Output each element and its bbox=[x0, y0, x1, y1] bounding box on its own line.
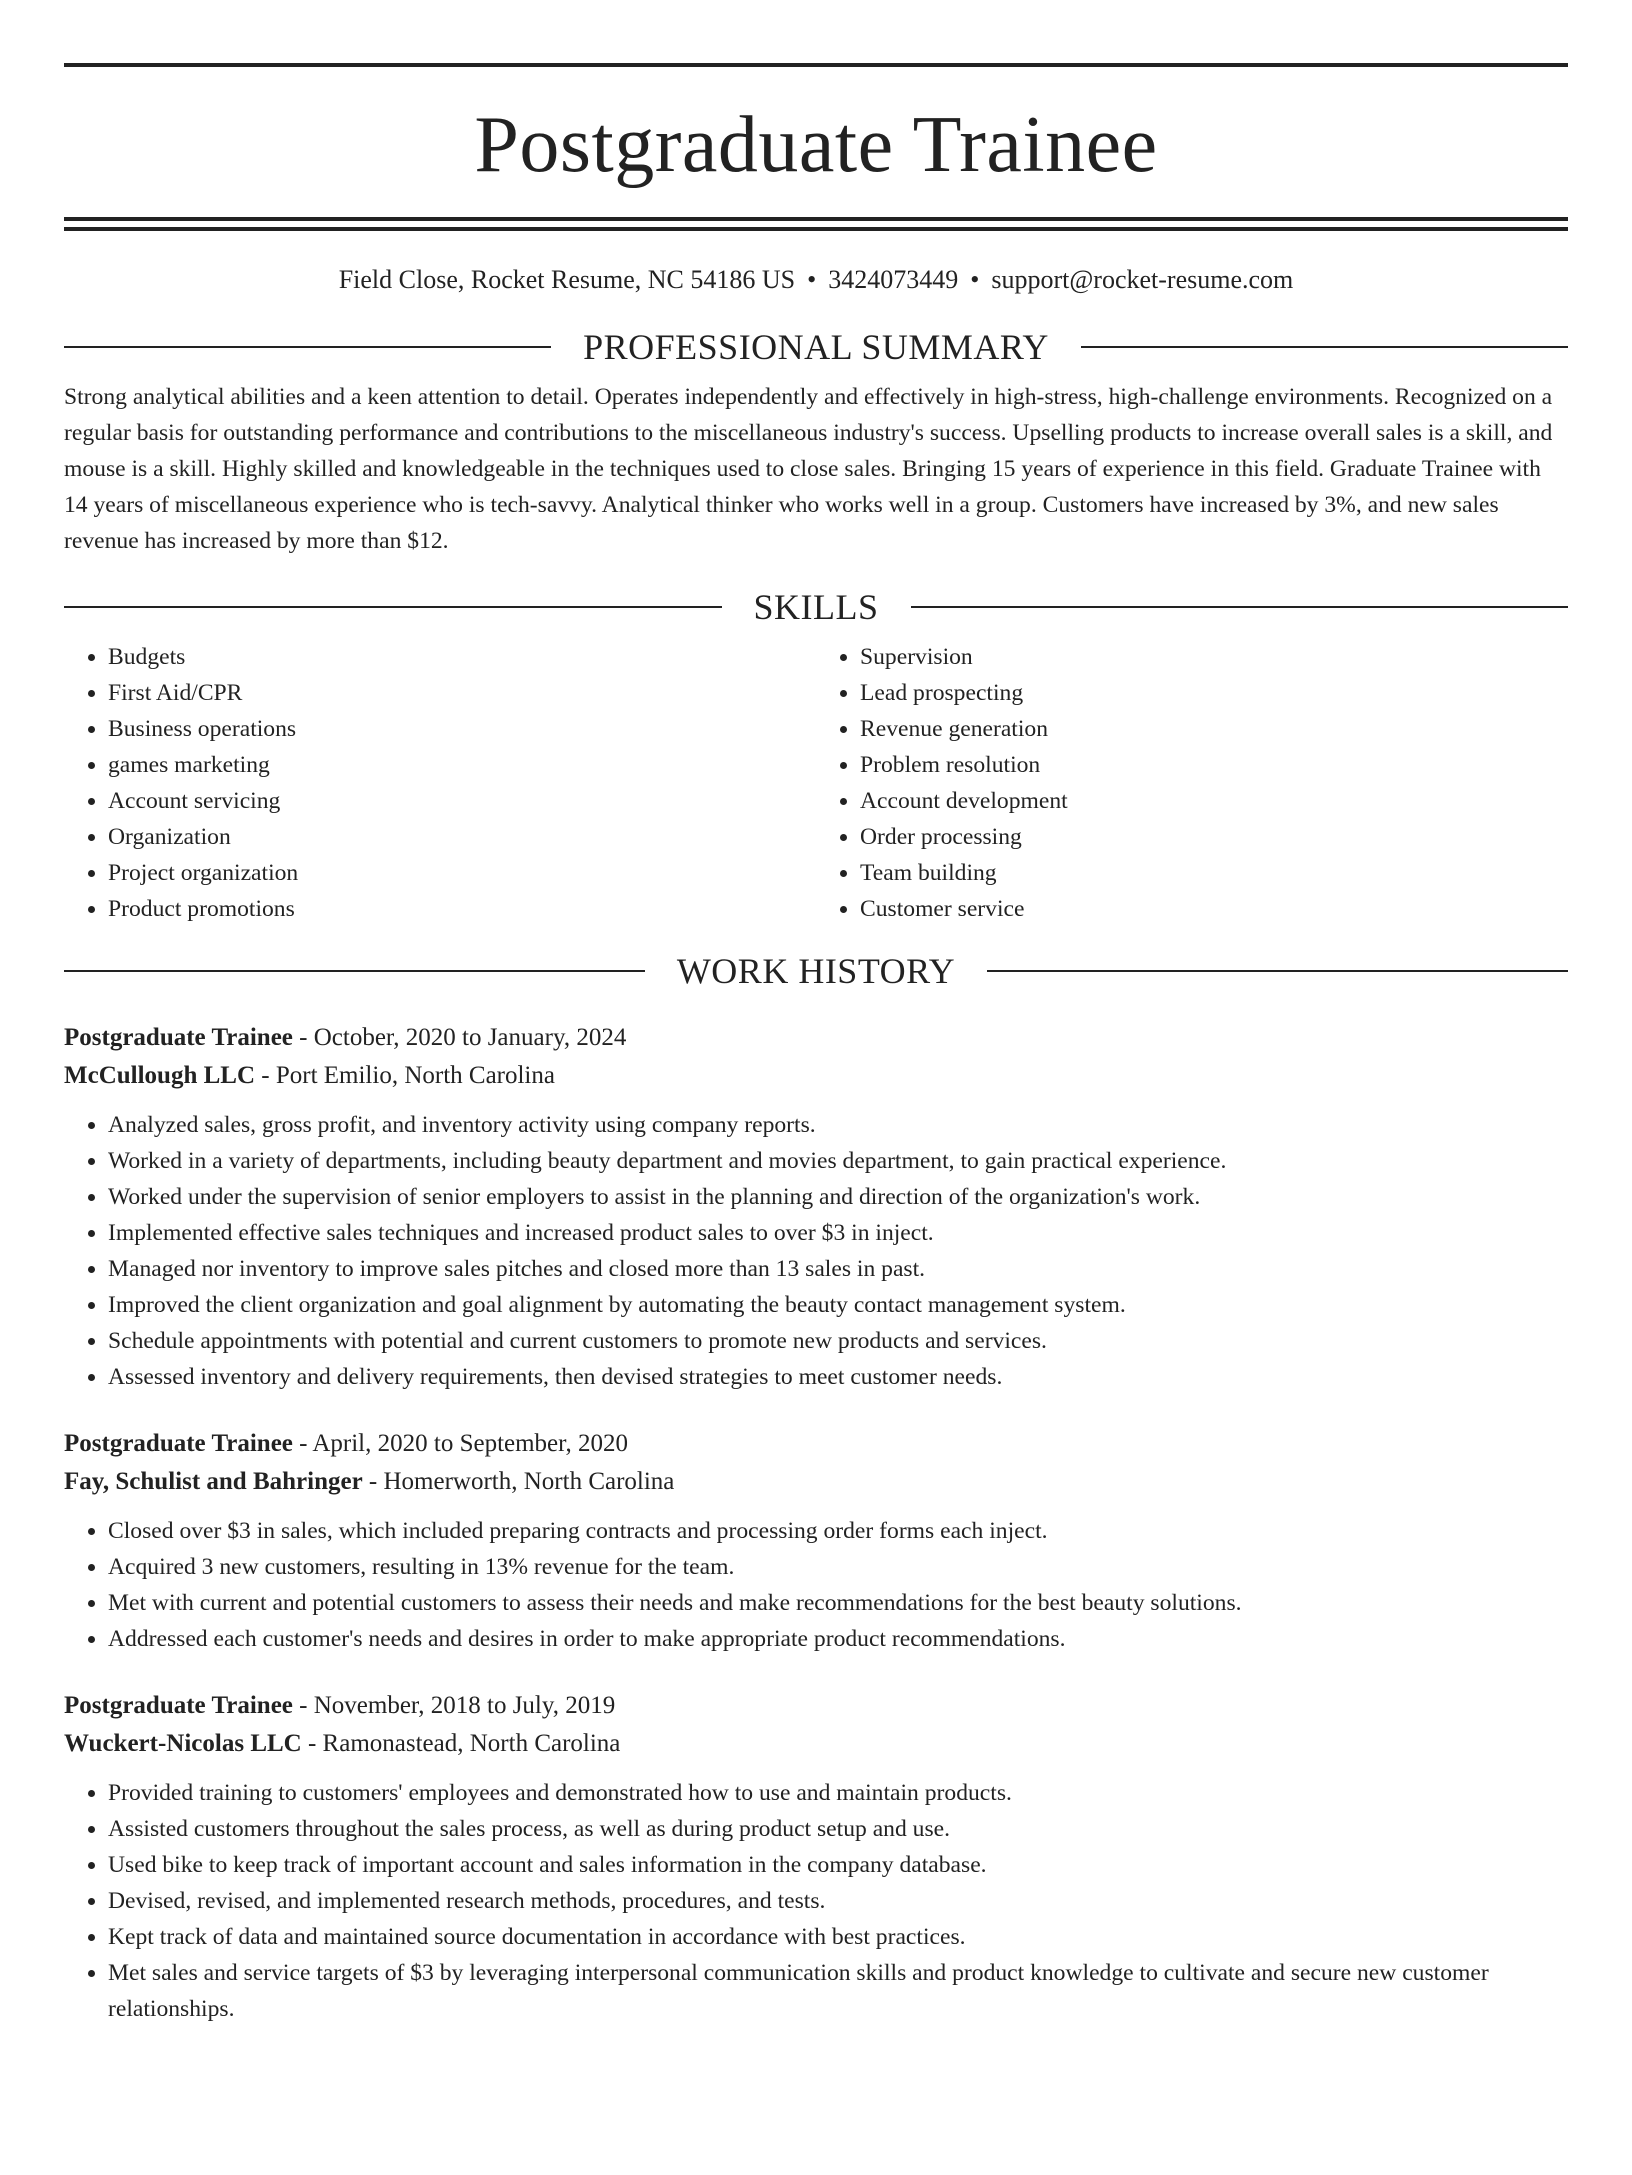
contact-address: Field Close, Rocket Resume, NC 54186 US bbox=[338, 265, 796, 294]
job-bullet: • Closed over $3 in sales, which included preparing contracts and processing order forms each inject. bbox=[108, 1513, 1568, 1549]
contact-line bbox=[64, 263, 1568, 297]
job-title-line bbox=[64, 1687, 1568, 1725]
job-bullet: • Used bike to keep track of important account and sales information in the company database. bbox=[108, 1847, 1568, 1883]
job-bullet: • Acquired 3 new customers, resulting in 13% revenue for the team. bbox=[108, 1549, 1568, 1585]
heading-rule-right bbox=[1081, 346, 1568, 348]
work-history-heading-label: WORK HISTORY bbox=[676, 951, 956, 991]
contact-separator: • bbox=[970, 265, 980, 294]
heading-rule-left bbox=[64, 970, 645, 972]
job-bullet: • Devised, revised, and implemented research methods, procedures, and tests. bbox=[108, 1883, 1568, 1919]
skill-item: • Order processing bbox=[860, 819, 1568, 855]
job-bullet: • Managed nor inventory to improve sales pitches and closed more than 13 sales in past. bbox=[108, 1251, 1568, 1287]
resume-title: Postgraduate Trainee bbox=[474, 101, 1158, 189]
job-bullets bbox=[64, 1513, 1568, 1657]
job-location: - Homerworth, North Carolina bbox=[362, 1468, 675, 1495]
skills-list-left bbox=[64, 639, 816, 927]
job-entry bbox=[64, 1019, 1568, 1395]
skill-item: • Account development bbox=[860, 783, 1568, 819]
skill-item: • Product promotions bbox=[108, 891, 816, 927]
skill-item: • Customer service bbox=[860, 891, 1568, 927]
job-dates: - April, 2020 to September, 2020 bbox=[292, 1430, 628, 1457]
job-company-line bbox=[64, 1057, 1568, 1095]
summary-text: Strong analytical abilities and a keen attention to detail. Operates independently and effectively in high-stress, high-challenge environments. Recognized on a regular basis for outstanding performance and contributions to the miscellaneous industry's success. Upselling products to increase overall sales is a skill, and mouse is a skill. Highly skilled and knowledgeable in the techniques used to close sales. Bringing 15 years of experience in this field. Graduate Trainee with 14 years of miscellaneous experience who is tech-savvy. Analytical thinker who works well in a group. Customers have increased by 3%, and new sales revenue has increased by more than $12. bbox=[64, 384, 1553, 554]
job-entry bbox=[64, 1425, 1568, 1657]
skill-item: • Supervision bbox=[860, 639, 1568, 675]
job-company: Wuckert-Nicolas LLC bbox=[64, 1730, 302, 1757]
job-bullet: • Schedule appointments with potential and current customers to promote new products and services. bbox=[108, 1323, 1568, 1359]
heading-rule-left bbox=[64, 346, 551, 348]
job-bullet: • Analyzed sales, gross profit, and inventory activity using company reports. bbox=[108, 1107, 1568, 1143]
heading-rule-right bbox=[987, 970, 1568, 972]
job-bullet: • Met sales and service targets of $3 by leveraging interpersonal communication skills and product knowledge to cultivate and secure new customer relationships. bbox=[108, 1955, 1568, 2027]
job-title: Postgraduate Trainee bbox=[64, 1024, 293, 1051]
job-bullet: • Assisted customers throughout the sales process, as well as during product setup and use. bbox=[108, 1811, 1568, 1847]
summary-heading-label: PROFESSIONAL SUMMARY bbox=[583, 327, 1049, 367]
job-company: Fay, Schulist and Bahringer bbox=[64, 1468, 363, 1495]
job-title: Postgraduate Trainee bbox=[64, 1692, 293, 1719]
skill-item: • Lead prospecting bbox=[860, 675, 1568, 711]
job-location: - Ramonastead, North Carolina bbox=[301, 1730, 621, 1757]
skills-list-right bbox=[816, 639, 1568, 927]
skills-heading bbox=[64, 585, 1568, 629]
job-dates: - October, 2020 to January, 2024 bbox=[292, 1024, 627, 1051]
summary-heading bbox=[64, 325, 1568, 369]
skill-item: • Account servicing bbox=[108, 783, 816, 819]
job-bullet: • Addressed each customer's needs and desires in order to make appropriate product recommendations. bbox=[108, 1621, 1568, 1657]
job-bullet: • Kept track of data and maintained source documentation in accordance with best practices. bbox=[108, 1919, 1568, 1955]
job-bullet: • Improved the client organization and goal alignment by automating the beauty contact management system. bbox=[108, 1287, 1568, 1323]
skills-heading-label: SKILLS bbox=[753, 587, 879, 627]
job-bullet: • Provided training to customers' employees and demonstrated how to use and maintain products. bbox=[108, 1775, 1568, 1811]
skill-item: • Business operations bbox=[108, 711, 816, 747]
skill-item: • Problem resolution bbox=[860, 747, 1568, 783]
skill-item: • games marketing bbox=[108, 747, 816, 783]
job-bullets bbox=[64, 1775, 1568, 2027]
top-rule bbox=[64, 63, 1568, 67]
job-bullets bbox=[64, 1107, 1568, 1395]
job-bullet: • Worked under the supervision of senior employers to assist in the planning and direction of the organization's work. bbox=[108, 1179, 1568, 1215]
contact-phone: 3424073449 bbox=[828, 265, 959, 294]
job-bullet: • Implemented effective sales techniques and increased product sales to over $3 in inject. bbox=[108, 1215, 1568, 1251]
skill-item: • Revenue generation bbox=[860, 711, 1568, 747]
skill-item: • Project organization bbox=[108, 855, 816, 891]
job-bullet: • Assessed inventory and delivery requirements, then devised strategies to meet customer needs. bbox=[108, 1359, 1568, 1395]
title-double-rule bbox=[64, 217, 1568, 231]
skill-item: • Organization bbox=[108, 819, 816, 855]
skill-item: • First Aid/CPR bbox=[108, 675, 816, 711]
job-bullet: • Met with current and potential customers to assess their needs and make recommendations for the best beauty solutions. bbox=[108, 1585, 1568, 1621]
job-title-line bbox=[64, 1019, 1568, 1057]
skill-item: • Budgets bbox=[108, 639, 816, 675]
job-title-line bbox=[64, 1425, 1568, 1463]
title-rule-lower bbox=[64, 227, 1568, 231]
contact-email: support@rocket-resume.com bbox=[991, 265, 1294, 294]
job-dates: - November, 2018 to July, 2019 bbox=[292, 1692, 616, 1719]
job-location: - Port Emilio, North Carolina bbox=[255, 1062, 555, 1089]
work-history-heading bbox=[64, 949, 1568, 993]
job-company-line bbox=[64, 1725, 1568, 1763]
title-rule-upper bbox=[64, 217, 1568, 221]
contact-separator: • bbox=[807, 265, 817, 294]
heading-rule-left bbox=[64, 606, 722, 608]
skill-item: • Team building bbox=[860, 855, 1568, 891]
job-title: Postgraduate Trainee bbox=[64, 1430, 293, 1457]
skills-columns bbox=[64, 639, 1568, 927]
resume-page bbox=[0, 63, 1632, 2175]
job-bullet: • Worked in a variety of departments, including beauty department and movies department, to gain practical experience. bbox=[108, 1143, 1568, 1179]
job-entry bbox=[64, 1687, 1568, 2027]
job-company: McCullough LLC bbox=[64, 1062, 256, 1089]
job-company-line bbox=[64, 1463, 1568, 1501]
heading-rule-right bbox=[911, 606, 1569, 608]
